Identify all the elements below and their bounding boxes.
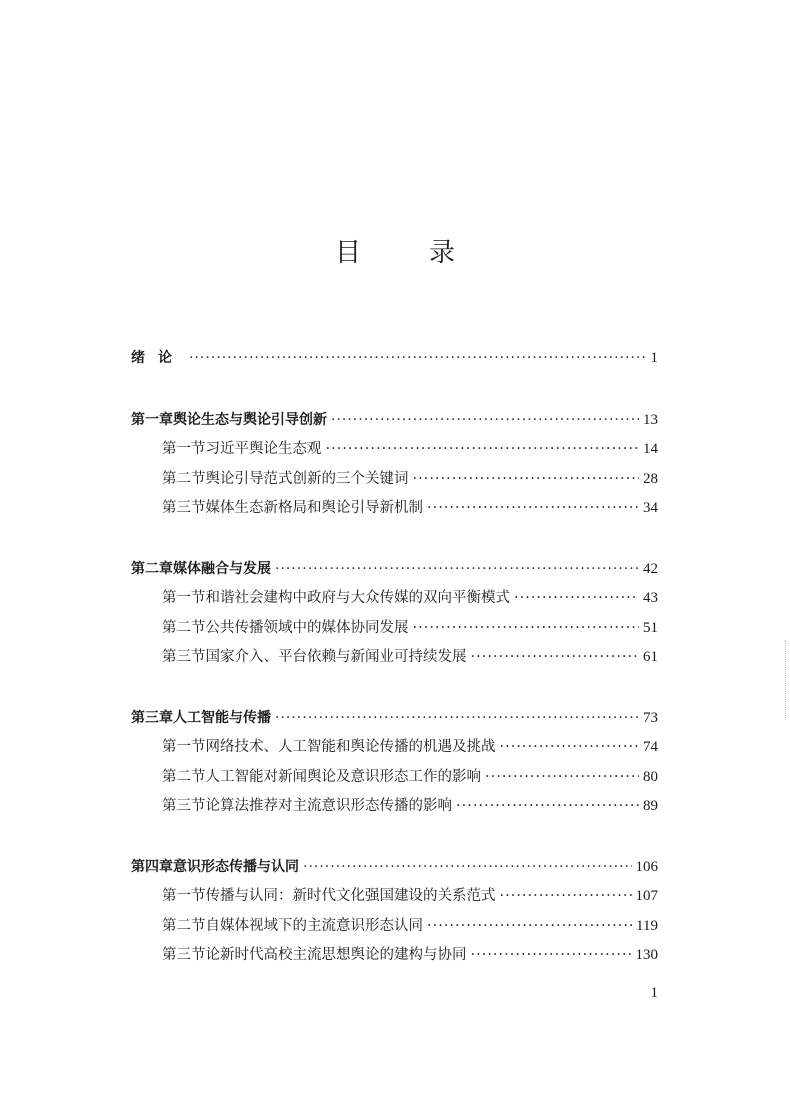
chapter-page: 42 xyxy=(643,560,658,577)
toc-entry-section[interactable] xyxy=(131,763,658,793)
introduction-label: 绪论 xyxy=(131,350,185,366)
section-title: 传播与认同：新时代文化强国建设的关系范式 xyxy=(205,888,496,904)
section-title: 公共传播领域中的媒体协同发展 xyxy=(205,619,409,636)
chapter-label: 第二章 xyxy=(131,560,173,577)
chapter-label: 第一章 xyxy=(131,411,173,428)
dot-leader xyxy=(326,435,640,465)
table-of-contents xyxy=(131,344,658,971)
section-label: 第一节 xyxy=(162,441,206,457)
dot-leader xyxy=(427,494,639,524)
section-label: 第一节 xyxy=(162,590,206,606)
section-title: 国家介入、平台依赖与新闻业可持续发展 xyxy=(205,649,467,665)
spacer xyxy=(131,822,658,853)
section-label: 第一节 xyxy=(162,739,206,755)
toc-entry-section[interactable] xyxy=(131,494,658,524)
section-title: 舆论引导范式创新的三个关键词 xyxy=(205,470,409,487)
section-title: 习近平舆论生态观 xyxy=(205,441,322,457)
toc-entry-chapter-4[interactable] xyxy=(131,853,658,883)
dot-leader xyxy=(427,912,632,942)
section-page: 130 xyxy=(635,947,658,963)
section-page: 51 xyxy=(643,619,658,636)
dot-leader xyxy=(275,704,639,734)
section-title: 论新时代高校主流思想舆论的建构与协同 xyxy=(205,947,467,963)
chapter-title: 媒体融合与发展 xyxy=(173,560,271,577)
dot-leader xyxy=(485,763,639,793)
toc-entry-chapter-1[interactable] xyxy=(131,406,658,436)
chapter-title: 人工智能与传播 xyxy=(173,709,271,726)
spacer xyxy=(131,524,658,555)
section-label: 第三节 xyxy=(162,947,206,963)
toc-entry-section[interactable] xyxy=(131,941,658,971)
section-page: 34 xyxy=(643,500,658,516)
toc-entry-section[interactable] xyxy=(131,733,658,763)
section-page: 119 xyxy=(636,917,658,934)
title-char-2: 录 xyxy=(429,238,456,268)
section-label: 第二节 xyxy=(162,619,206,636)
spacer xyxy=(131,673,658,704)
toc-entry-section[interactable] xyxy=(131,882,658,912)
section-title: 论算法推荐对主流意识形态传播的影响 xyxy=(205,798,452,814)
section-label: 第二节 xyxy=(162,768,206,785)
dot-leader xyxy=(471,643,640,673)
section-title: 自媒体视域下的主流意识形态认同 xyxy=(205,917,423,934)
chapter-title: 舆论生态与舆论引导创新 xyxy=(173,411,327,428)
section-label: 第三节 xyxy=(162,649,206,665)
section-label: 第二节 xyxy=(162,470,206,487)
page-number: 1 xyxy=(650,985,658,1001)
toc-entry-section[interactable] xyxy=(131,465,658,495)
toc-entry-section[interactable] xyxy=(131,792,658,822)
section-page: 28 xyxy=(643,470,658,487)
chapter-title: 意识形态传播与认同 xyxy=(173,858,299,875)
dot-leader xyxy=(456,792,639,822)
section-label: 第二节 xyxy=(162,917,206,934)
toc-entry-introduction[interactable] xyxy=(131,344,658,374)
dot-leader xyxy=(189,344,647,374)
page-title xyxy=(0,232,790,269)
toc-entry-section[interactable] xyxy=(131,614,658,644)
section-page: 107 xyxy=(635,888,658,904)
dot-leader xyxy=(500,882,632,912)
section-page: 74 xyxy=(643,739,658,755)
section-page: 61 xyxy=(643,649,658,665)
section-title: 人工智能对新闻舆论及意识形态工作的影响 xyxy=(205,768,481,785)
toc-entry-chapter-2[interactable] xyxy=(131,555,658,585)
toc-entry-section[interactable] xyxy=(131,643,658,673)
chapter-page: 13 xyxy=(643,411,658,428)
toc-entry-section[interactable] xyxy=(131,584,658,614)
toc-entry-section[interactable] xyxy=(131,912,658,942)
section-page: 14 xyxy=(643,441,658,457)
chapter-label: 第三章 xyxy=(131,709,173,726)
dot-leader xyxy=(303,853,632,883)
section-label: 第三节 xyxy=(162,798,206,814)
chapter-label: 第四章 xyxy=(131,858,173,875)
section-page: 89 xyxy=(643,798,658,814)
title-char-1: 目 xyxy=(334,238,361,268)
section-label: 第一节 xyxy=(162,888,206,904)
chapter-page: 106 xyxy=(635,858,658,875)
section-page: 80 xyxy=(643,768,658,785)
section-page: 43 xyxy=(643,590,658,606)
scan-edge-mark xyxy=(782,640,786,720)
toc-entry-chapter-3[interactable] xyxy=(131,704,658,734)
section-title: 网络技术、人工智能和舆论传播的机遇及挑战 xyxy=(205,739,496,755)
chapter-page: 73 xyxy=(643,709,658,726)
dot-leader xyxy=(500,733,640,763)
dot-leader xyxy=(275,555,639,585)
dot-leader xyxy=(514,584,639,614)
introduction-page: 1 xyxy=(650,350,658,366)
section-title: 媒体生态新格局和舆论引导新机制 xyxy=(205,500,423,516)
dot-leader xyxy=(413,614,640,644)
section-title: 和谐社会建构中政府与大众传媒的双向平衡模式 xyxy=(205,590,510,606)
spacer xyxy=(131,374,658,406)
dot-leader xyxy=(331,406,639,436)
dot-leader xyxy=(471,941,632,971)
toc-entry-section[interactable] xyxy=(131,435,658,465)
section-label: 第三节 xyxy=(162,500,206,516)
dot-leader xyxy=(413,465,640,495)
